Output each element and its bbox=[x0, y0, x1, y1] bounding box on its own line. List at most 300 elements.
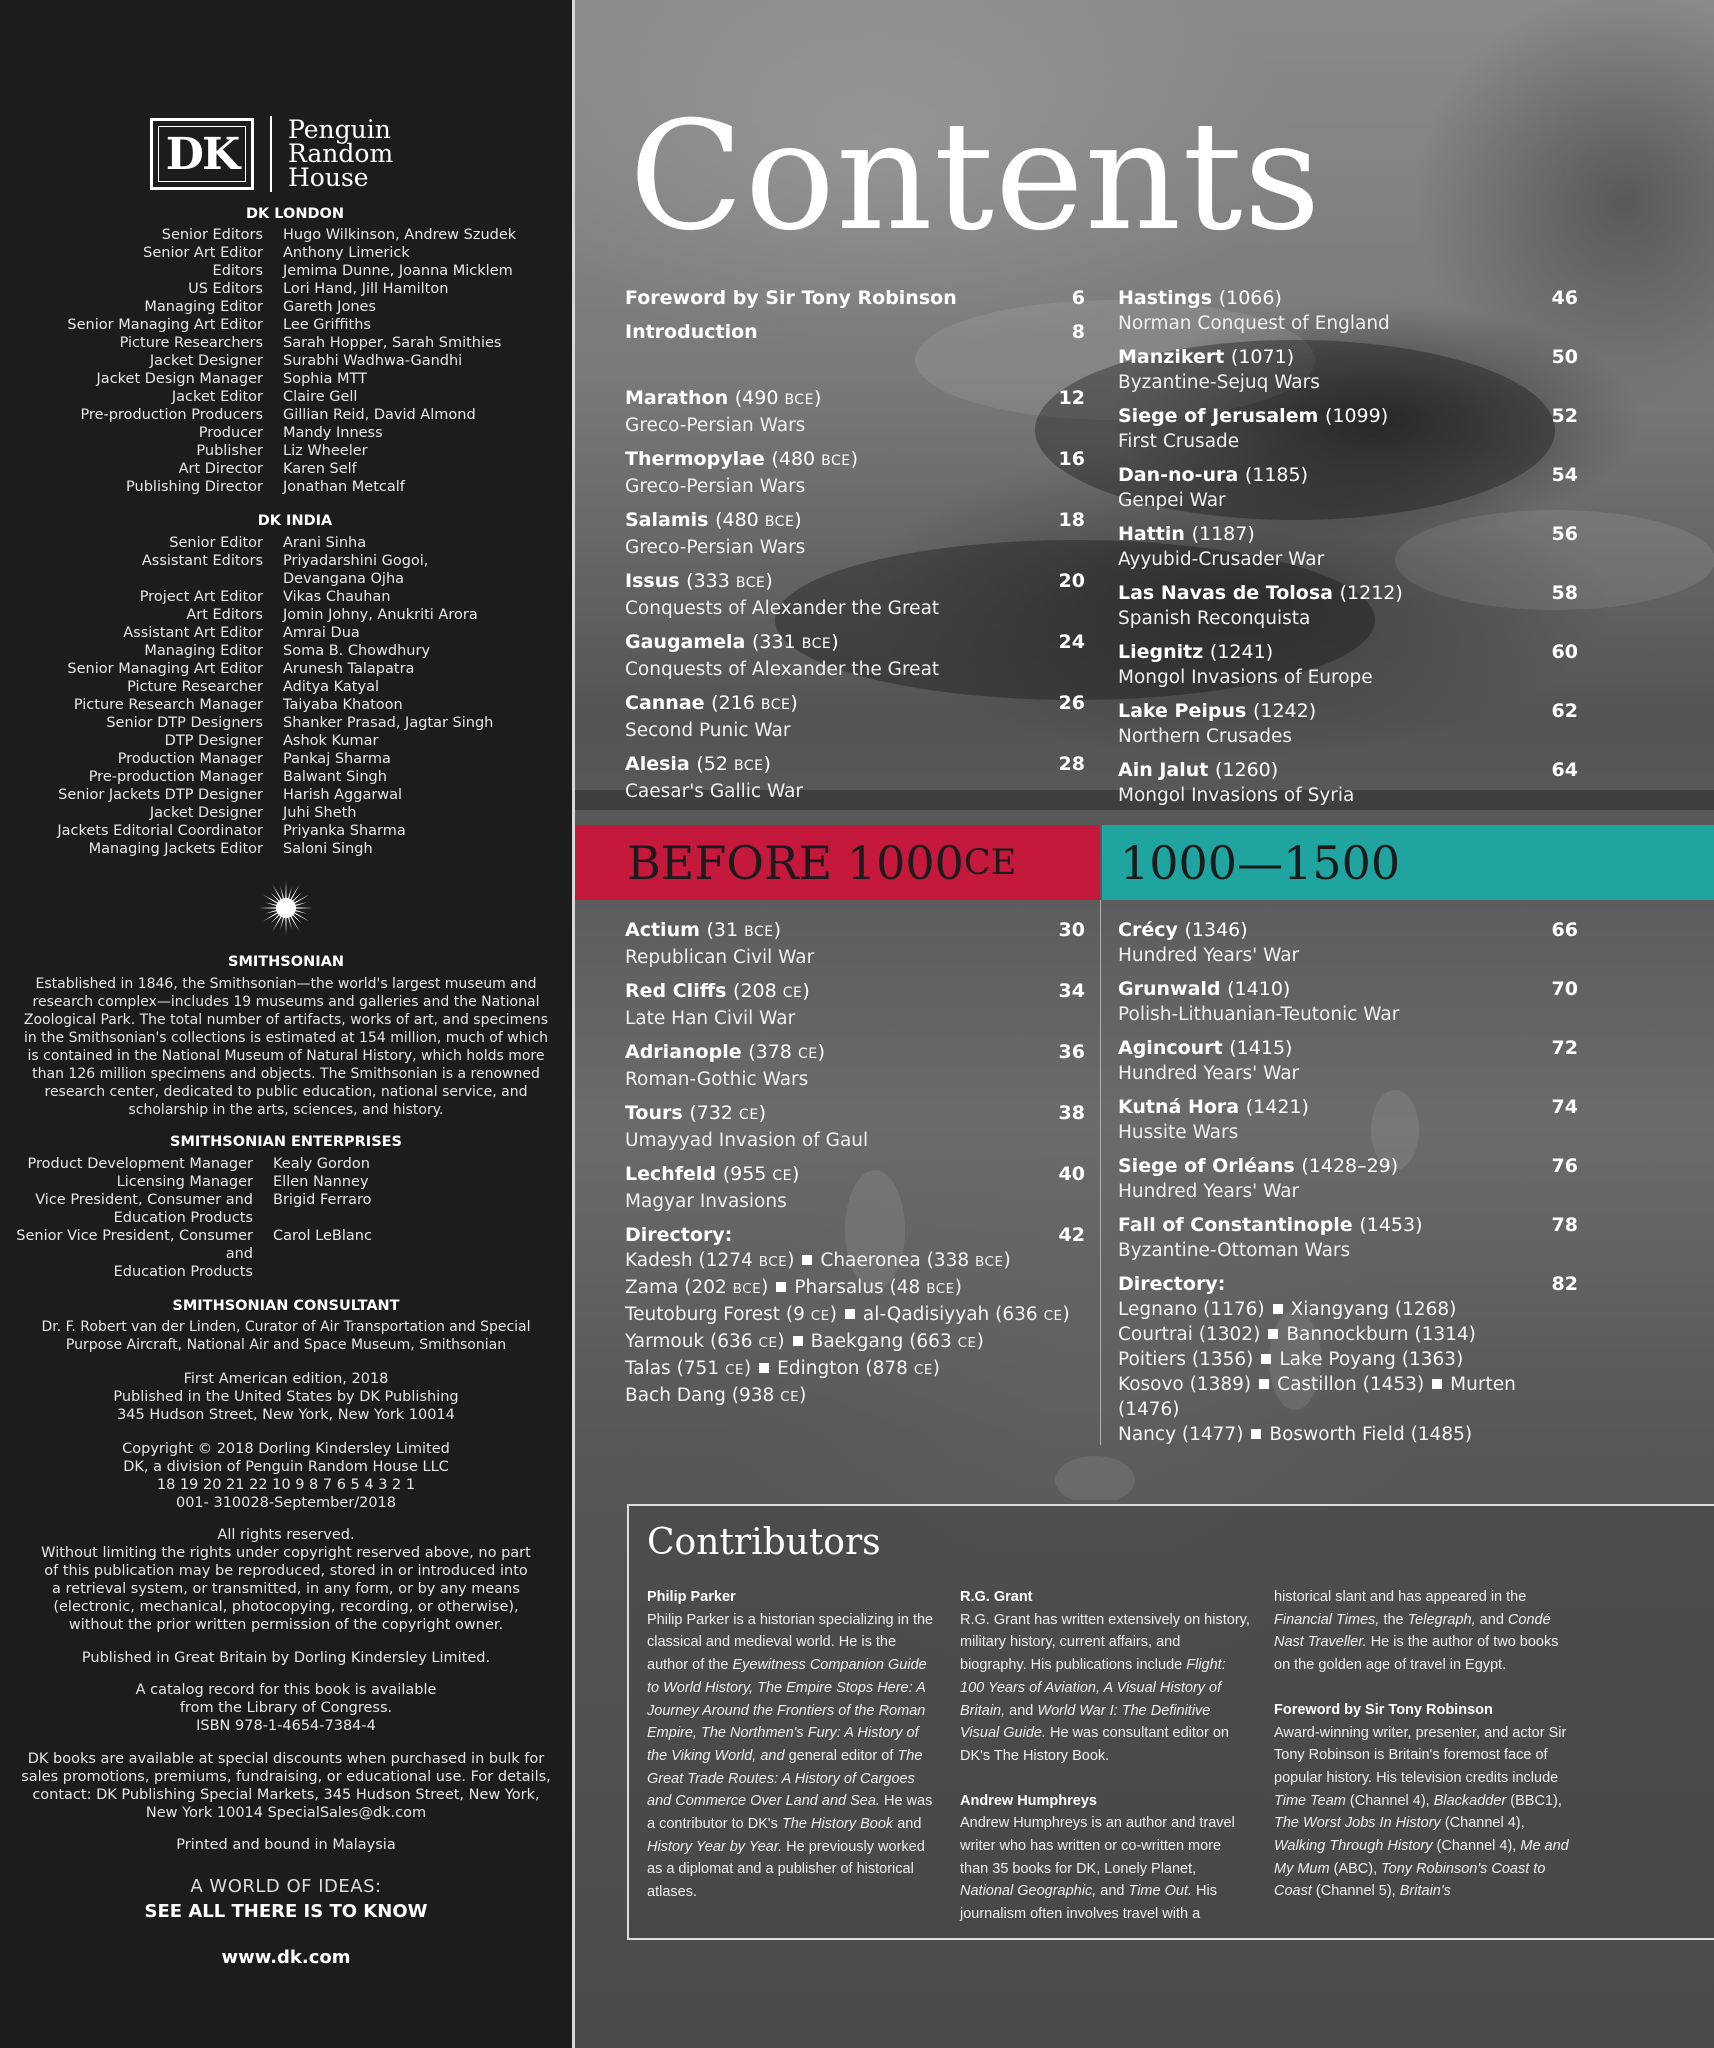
battle-name: Cannae bbox=[625, 692, 705, 714]
battle-name: Liegnitz bbox=[1118, 641, 1204, 663]
era-label: CE bbox=[724, 1362, 744, 1378]
era-label: CE bbox=[782, 985, 803, 1001]
bullet-square-icon bbox=[1273, 1304, 1283, 1314]
era-label: BCE bbox=[732, 1281, 762, 1297]
directory-line bbox=[1118, 1322, 1578, 1347]
toc-entry[interactable] bbox=[625, 569, 1085, 621]
bullet-square-icon bbox=[1251, 1429, 1261, 1439]
toc-entry-subtitle: Polish-Lithuanian-Teutonic War bbox=[1118, 1004, 1400, 1025]
bulk-sales-note: DK books are available at special discounts when purchased in bulk for sales promotions, premiums, fundraising, or educational use. For details, contact: DK Publishing Special Markets, 345 Hudson Street, New York, New York 10014 SpecialSales@dk.com bbox=[21, 1751, 551, 1821]
battle-year-close: ) bbox=[790, 692, 798, 714]
credit-row bbox=[0, 660, 493, 678]
toc-page-number: 64 bbox=[1551, 759, 1578, 781]
credit-role: Senior Managing Art Editor bbox=[67, 661, 263, 677]
credit-row bbox=[0, 334, 516, 352]
toc-entry[interactable] bbox=[625, 286, 1085, 311]
spacer bbox=[960, 1768, 1250, 1790]
battle-name: Issus bbox=[625, 570, 680, 592]
toc-page-number: 72 bbox=[1551, 1037, 1578, 1059]
credit-role: Senior Editors bbox=[161, 227, 263, 243]
credit-role: Education Products bbox=[113, 1264, 253, 1280]
toc-entry-title bbox=[625, 1162, 1085, 1189]
credit-name: Gillian Reid, David Almond bbox=[283, 407, 476, 423]
credit-row bbox=[0, 424, 516, 442]
dk-london-heading: DK LONDON bbox=[245, 206, 344, 222]
credit-name: Saloni Singh bbox=[283, 841, 373, 857]
toc-entry-subtitle: Magyar Invasions bbox=[625, 1191, 787, 1212]
credit-name: Karen Self bbox=[283, 461, 357, 477]
battle-year-close: ) bbox=[758, 1102, 767, 1124]
credit-role: Picture Researcher bbox=[127, 679, 263, 695]
battle-name: Hastings bbox=[1118, 287, 1213, 309]
medieval-bottom-list bbox=[1118, 918, 1578, 1447]
directory-title: Directory: bbox=[1118, 1273, 1226, 1295]
era-label: BCE bbox=[821, 453, 851, 469]
contributors-heading: Contributors bbox=[647, 1522, 881, 1563]
bullet-square-icon bbox=[1259, 1379, 1269, 1389]
directory-close: ) bbox=[787, 1250, 795, 1271]
battle-name: Manzikert bbox=[1118, 346, 1225, 368]
credit-role: Art Editors bbox=[186, 607, 263, 623]
bullet-square-icon bbox=[776, 1282, 786, 1292]
great-britain-note: Published in Great Britain by Dorling Kindersley Limited. bbox=[81, 1650, 491, 1666]
toc-page-number: 54 bbox=[1551, 464, 1578, 486]
credit-name: Lee Griffiths bbox=[283, 317, 371, 333]
toc-entry[interactable] bbox=[1118, 977, 1578, 1027]
directory-battle: Kadesh (1274 bbox=[625, 1250, 759, 1271]
battle-year-close: ) bbox=[817, 1041, 825, 1063]
credit-role: Vice President, Consumer and bbox=[35, 1192, 253, 1208]
smithsonian-consultant-heading: SMITHSONIAN CONSULTANT bbox=[172, 1298, 400, 1314]
toc-entry[interactable] bbox=[625, 752, 1085, 804]
credit-name: Jonathan Metcalf bbox=[283, 479, 405, 495]
website-link[interactable]: www.dk.com bbox=[221, 1947, 351, 1968]
directory-battle: Edington (878 bbox=[777, 1358, 914, 1379]
directory-close: ) bbox=[761, 1277, 769, 1298]
contributor-bio: historical slant and has appeared in the Financial Times, the Telegraph, and Condé Nast Traveller. He is the author of two books on the golden age of travel in Egypt. bbox=[1274, 1589, 1559, 1674]
smithsonian-enterprises-heading: SMITHSONIAN ENTERPRISES bbox=[170, 1134, 402, 1150]
battle-year-close: ) bbox=[765, 570, 773, 592]
battle-year: (216 bbox=[711, 692, 761, 714]
toc-entry[interactable] bbox=[625, 918, 1085, 970]
battle-name: Ain Jalut bbox=[1118, 759, 1209, 781]
credit-row bbox=[0, 352, 516, 370]
credit-row bbox=[0, 624, 493, 642]
toc-page-number: 30 bbox=[1058, 919, 1085, 941]
credit-name: Claire Gell bbox=[283, 389, 358, 405]
credit-row bbox=[0, 388, 516, 406]
credit-row bbox=[0, 786, 493, 804]
toc-entry-title bbox=[1118, 977, 1578, 1002]
smithsonian-consultant-text: Dr. F. Robert van der Linden, Curator of Air Transportation and Special Purpose Aircraft, National Air and Space Museum, Smithsonian bbox=[41, 1319, 531, 1353]
credit-name: Arani Sinha bbox=[283, 535, 367, 551]
credit-role: Jacket Designer bbox=[149, 353, 263, 369]
directory-battle: Yarmouk (636 bbox=[625, 1331, 759, 1352]
toc-entry[interactable] bbox=[625, 1101, 1085, 1153]
credit-name: Taiyaba Khatoon bbox=[283, 697, 403, 713]
toc-entry-title bbox=[625, 630, 1085, 657]
battle-year: (1242) bbox=[1252, 700, 1317, 722]
toc-page-number: 24 bbox=[1058, 631, 1085, 653]
credit-role: Education Products bbox=[113, 1210, 253, 1226]
directory-battle: Lake Poyang (1363) bbox=[1279, 1349, 1464, 1370]
credit-role: Pre-production Manager bbox=[88, 769, 263, 785]
era-label: BCE bbox=[744, 924, 774, 940]
battle-name: Alesia bbox=[625, 753, 690, 775]
credit-role: Senior Jackets DTP Designer bbox=[58, 787, 263, 803]
toc-page-number: 8 bbox=[1071, 321, 1085, 343]
directory-battle: Xiangyang (1268) bbox=[1290, 1299, 1457, 1320]
credit-row bbox=[0, 570, 493, 588]
credit-role: Managing Jackets Editor bbox=[88, 841, 263, 857]
battle-name: Siege of Orléans bbox=[1118, 1155, 1295, 1177]
toc-entry[interactable] bbox=[1118, 286, 1578, 336]
edition-info: First American edition, 2018 Published in the United States by DK Publishing 345 Hudson Street, New York, New York 10014 bbox=[113, 1371, 459, 1423]
toc-entry[interactable] bbox=[1118, 1213, 1578, 1263]
battle-name: Tours bbox=[625, 1102, 683, 1124]
battle-name: Red Cliffs bbox=[625, 980, 727, 1002]
battle-name: Lechfeld bbox=[625, 1163, 717, 1185]
credit-name: Liz Wheeler bbox=[283, 443, 368, 459]
toc-page-number: 40 bbox=[1058, 1163, 1085, 1185]
toc-page-number: 18 bbox=[1058, 509, 1085, 531]
credit-role: Senior Editor bbox=[169, 535, 263, 551]
credit-row bbox=[0, 244, 516, 262]
directory-battle: Legnano (1176) bbox=[1118, 1299, 1265, 1320]
toc-page-number: 70 bbox=[1551, 978, 1578, 1000]
toc-entry[interactable] bbox=[625, 691, 1085, 743]
battle-name: Grunwald bbox=[1118, 978, 1221, 1000]
credit-name: Vikas Chauhan bbox=[283, 589, 391, 605]
era-label: BCE bbox=[784, 392, 814, 408]
credit-name: Pankaj Sharma bbox=[283, 751, 391, 767]
toc-entry-subtitle: Byzantine-Sejuq Wars bbox=[1118, 372, 1320, 393]
imprint-panel bbox=[0, 0, 572, 2048]
bullet-square-icon bbox=[802, 1255, 812, 1265]
credit-name: Sarah Hopper, Sarah Smithies bbox=[283, 335, 502, 351]
contributor-name: R.G. Grant bbox=[960, 1589, 1033, 1605]
credit-name: Anthony Limerick bbox=[283, 245, 410, 261]
contributors-box bbox=[627, 1504, 1714, 1940]
toc-entry[interactable] bbox=[1118, 404, 1578, 454]
toc-entry[interactable] bbox=[1118, 918, 1578, 968]
credit-row bbox=[0, 714, 493, 732]
contributor-name: Foreword by Sir Tony Robinson bbox=[1274, 1701, 1493, 1718]
battle-year-close: ) bbox=[813, 387, 822, 409]
credit-role: Managing Editor bbox=[144, 643, 263, 659]
credit-role: Product Development Manager bbox=[27, 1156, 253, 1172]
toc-entry-subtitle: Conquests of Alexander the Great bbox=[625, 659, 940, 680]
toc-entry-title bbox=[625, 386, 1085, 413]
battle-year: (208 bbox=[733, 980, 783, 1002]
directory-close: ) bbox=[799, 1385, 807, 1406]
credit-row bbox=[0, 1263, 372, 1281]
battle-year: (490 bbox=[734, 387, 785, 409]
toc-entry-subtitle: Spanish Reconquista bbox=[1118, 608, 1311, 629]
credit-role: Senior Art Editor bbox=[143, 245, 263, 261]
toc-entry-title bbox=[1118, 463, 1578, 488]
toc-entry[interactable] bbox=[625, 1162, 1085, 1214]
directory-entry[interactable] bbox=[1118, 1272, 1578, 1447]
toc-entry[interactable] bbox=[1118, 1095, 1578, 1145]
era-label: BCE bbox=[975, 1254, 1004, 1270]
battle-year-close: ) bbox=[794, 509, 802, 531]
credit-role: Publisher bbox=[196, 443, 263, 459]
battle-year: (1346) bbox=[1184, 919, 1248, 941]
battle-name: Dan-no-ura bbox=[1118, 464, 1239, 486]
credit-row bbox=[0, 1191, 372, 1209]
toc-entry[interactable] bbox=[625, 386, 1085, 438]
toc-entry[interactable] bbox=[625, 320, 1085, 345]
toc-entry-subtitle: First Crusade bbox=[1118, 431, 1240, 452]
credit-row bbox=[0, 226, 516, 244]
directory-battle: Nancy (1477) bbox=[1118, 1424, 1244, 1445]
slogan-line-2: SEE ALL THERE IS TO KNOW bbox=[144, 1901, 428, 1922]
medieval-top-list bbox=[1118, 286, 1578, 817]
credit-name: Ashok Kumar bbox=[283, 733, 379, 749]
directory-battle: Baekgang (663 bbox=[810, 1331, 958, 1352]
credit-row bbox=[0, 642, 493, 660]
battle-name: Thermopylae bbox=[625, 448, 765, 470]
smithsonian-heading: SMITHSONIAN bbox=[228, 954, 344, 970]
credit-role: Picture Researchers bbox=[119, 335, 263, 351]
toc-page-number: 62 bbox=[1551, 700, 1578, 722]
contributor-name: Andrew Humphreys bbox=[960, 1792, 1097, 1809]
directory-battle: Poitiers (1356) bbox=[1118, 1349, 1254, 1370]
smithsonian-sunburst-icon bbox=[258, 880, 314, 936]
credit-role: Producer bbox=[198, 425, 263, 441]
directory-battle: Bosworth Field (1485) bbox=[1269, 1424, 1473, 1445]
toc-page-number: 60 bbox=[1551, 641, 1578, 663]
battle-year: (1410) bbox=[1227, 978, 1291, 1000]
directory-battle: Teutoburg Forest (9 bbox=[625, 1304, 811, 1325]
toc-entry-title bbox=[1118, 522, 1578, 547]
toc-page-number: 6 bbox=[1071, 287, 1085, 309]
toc-entry[interactable] bbox=[625, 447, 1085, 499]
bullet-square-icon bbox=[1261, 1354, 1271, 1364]
toc-entry-subtitle: Umayyad Invasion of Gaul bbox=[625, 1130, 869, 1151]
directory-close: ) bbox=[976, 1331, 984, 1352]
era-label: BCE bbox=[734, 758, 764, 774]
battle-name: Hattin bbox=[1118, 523, 1185, 545]
directory-close: ) bbox=[777, 1331, 785, 1352]
directory-line bbox=[625, 1275, 1085, 1302]
toc-entry[interactable] bbox=[1118, 581, 1578, 631]
credit-role: Project Art Editor bbox=[139, 589, 263, 605]
directory-entry[interactable] bbox=[625, 1223, 1085, 1410]
contents-panel bbox=[575, 0, 1714, 2048]
toc-entry-title bbox=[1118, 918, 1578, 943]
battle-year: (1428–29) bbox=[1301, 1155, 1399, 1177]
toc-entry[interactable] bbox=[625, 979, 1085, 1031]
directory-battle: Zama (202 bbox=[625, 1277, 733, 1298]
toc-entry-title bbox=[625, 1101, 1085, 1128]
toc-entry[interactable] bbox=[1118, 463, 1578, 513]
contributor-bio: Award-winning writer, presenter, and actor Sir Tony Robinson is Britain's foremost face of popular history. His television credits include Time Team (Channel 4), Blackadder (BBC1), The Worst Jobs In History (Channel 4), Walking Through History (Channel 4), Me and My Mum (ABC), Tony Robinson's Coast to Coast (Channel 5), Britain's bbox=[1274, 1724, 1569, 1900]
battle-name: Lake Peipus bbox=[1118, 700, 1247, 722]
directory-battle: Courtrai (1302) bbox=[1118, 1324, 1261, 1345]
battle-year: (378 bbox=[748, 1041, 798, 1063]
toc-entry-subtitle: Conquests of Alexander the Great bbox=[625, 598, 940, 619]
toc-entry-title bbox=[625, 447, 1085, 474]
directory-line bbox=[625, 1302, 1085, 1329]
toc-entry-subtitle: Greco-Persian Wars bbox=[625, 537, 806, 558]
toc-page-number: 78 bbox=[1551, 1214, 1578, 1236]
toc-entry[interactable] bbox=[1118, 699, 1578, 749]
credit-role bbox=[0, 570, 283, 588]
directory-battle: Castillon (1453) bbox=[1277, 1374, 1425, 1395]
era-label: CE bbox=[772, 1168, 793, 1184]
credit-row bbox=[0, 678, 493, 696]
era-label: BCE bbox=[926, 1281, 955, 1297]
toc-entry-title bbox=[1118, 1154, 1578, 1179]
contributor-bio: R.G. Grant has written extensively on history, military history, current affairs, and biography. His publications include Flight: 100 Years of Aviation, A Visual History of Britain, and World War I: The Definitive Visual Guide. He was consultant editor on DK's The History Book. bbox=[960, 1611, 1250, 1764]
credit-row bbox=[0, 732, 493, 750]
toc-entry[interactable] bbox=[1118, 522, 1578, 572]
battle-year: (1421) bbox=[1245, 1096, 1309, 1118]
era-label: BCE bbox=[735, 575, 766, 591]
bullet-square-icon bbox=[845, 1309, 855, 1319]
toc-page-number: 74 bbox=[1551, 1096, 1578, 1118]
toc-entry-subtitle: Mongol Invasions of Syria bbox=[1118, 785, 1355, 806]
toc-entry[interactable] bbox=[625, 1040, 1085, 1092]
toc-entry-subtitle: Late Han Civil War bbox=[625, 1008, 796, 1029]
credit-name: Priyadarshini Gogoi, bbox=[283, 553, 429, 569]
toc-page-number: 28 bbox=[1058, 753, 1085, 775]
spacer bbox=[1274, 1677, 1569, 1699]
credit-row bbox=[0, 280, 516, 298]
directory-line bbox=[625, 1383, 1085, 1410]
dk-india-credits bbox=[0, 534, 493, 858]
directory-battle: Bach Dang (938 bbox=[625, 1385, 781, 1406]
credit-name: Aditya Katyal bbox=[283, 679, 379, 695]
toc-entry[interactable] bbox=[1118, 1036, 1578, 1086]
credit-role: Production Manager bbox=[117, 751, 263, 767]
credit-role: DTP Designer bbox=[164, 733, 263, 749]
toc-entry-title bbox=[1118, 699, 1578, 724]
battle-year-close: ) bbox=[773, 919, 782, 941]
toc-entry-title bbox=[625, 752, 1085, 779]
battle-year: (480 bbox=[715, 509, 765, 531]
battle-year: (1185) bbox=[1244, 464, 1309, 486]
toc-entry[interactable] bbox=[1118, 640, 1578, 690]
toc-entry-title bbox=[1118, 640, 1578, 665]
toc-entry-title bbox=[1118, 758, 1578, 783]
battle-name: Gaugamela bbox=[625, 631, 746, 653]
credit-role: Pre-production Producers bbox=[80, 407, 263, 423]
credit-role: Jacket Design Manager bbox=[96, 371, 263, 387]
directory-line bbox=[1118, 1297, 1578, 1322]
toc-entry[interactable] bbox=[1118, 1154, 1578, 1204]
directory-line bbox=[625, 1248, 1085, 1275]
directory-close: ) bbox=[1003, 1250, 1011, 1271]
credit-role: Senior DTP Designers bbox=[106, 715, 263, 731]
credit-row bbox=[0, 696, 493, 714]
toc-entry-title bbox=[1118, 404, 1578, 429]
credit-name: Juhi Sheth bbox=[283, 805, 357, 821]
battle-name: Agincourt bbox=[1118, 1037, 1223, 1059]
toc-entry[interactable] bbox=[1118, 758, 1578, 808]
before-1000-bottom-list bbox=[625, 918, 1085, 1410]
credit-role: Assistant Art Editor bbox=[123, 625, 263, 641]
era-label: CE bbox=[810, 1308, 830, 1324]
toc-entry-subtitle: Caesar's Gallic War bbox=[625, 781, 804, 802]
toc-entry[interactable] bbox=[1118, 345, 1578, 395]
toc-page-number: 26 bbox=[1058, 692, 1085, 714]
battle-name: Siege of Jerusalem bbox=[1118, 405, 1319, 427]
battle-name: Marathon bbox=[625, 387, 729, 409]
toc-page-number: 56 bbox=[1551, 523, 1578, 545]
toc-entry-title bbox=[1118, 581, 1578, 606]
era-label: CE bbox=[739, 1107, 759, 1123]
battle-name: Crécy bbox=[1118, 919, 1178, 941]
directory-line bbox=[1118, 1347, 1578, 1372]
credit-role: Editors bbox=[212, 263, 263, 279]
credit-name: Kealy Gordon bbox=[273, 1156, 370, 1172]
toc-page-number: 58 bbox=[1551, 582, 1578, 604]
contributors-column-1 bbox=[647, 1586, 937, 1904]
credit-row bbox=[0, 1155, 372, 1173]
credit-row bbox=[0, 406, 516, 424]
toc-entry-subtitle: Roman-Gothic Wars bbox=[625, 1069, 809, 1090]
credit-role: Senior Managing Art Editor bbox=[67, 317, 263, 333]
credit-name: Priyanka Sharma bbox=[283, 823, 406, 839]
credit-role: Senior Vice President, Consumer and bbox=[16, 1228, 253, 1262]
directory-close: ) bbox=[932, 1358, 940, 1379]
directory-line bbox=[1118, 1372, 1578, 1422]
printed-in: Printed and bound in Malaysia bbox=[176, 1837, 396, 1853]
rights-notice: All rights reserved. Without limiting the rights under copyright reserved above, no part of this publication may be reproduced, stored in or introduced into a retrieval system, or transmitted, in any form, or by any means (electronic, mechanical, photocopying, recording, or otherwise), without the prior written permission of the copyright owner. bbox=[41, 1527, 531, 1633]
toc-entry[interactable] bbox=[625, 508, 1085, 560]
battle-name: Fall of Constantinople bbox=[1118, 1214, 1353, 1236]
battle-year: (1241) bbox=[1209, 641, 1274, 663]
battle-year-close: ) bbox=[850, 448, 859, 470]
credit-row bbox=[0, 768, 493, 786]
credit-role: US Editors bbox=[188, 281, 263, 297]
toc-entry-subtitle: Byzantine-Ottoman Wars bbox=[1118, 1240, 1351, 1261]
directory-close: ) bbox=[743, 1358, 752, 1379]
credit-row bbox=[0, 478, 516, 496]
toc-entry-subtitle: Hundred Years' War bbox=[1118, 1063, 1300, 1084]
credit-row bbox=[0, 370, 516, 388]
credit-name: Harish Aggarwal bbox=[283, 787, 403, 803]
credit-row bbox=[0, 262, 516, 280]
toc-entry-subtitle: Republican Civil War bbox=[625, 947, 815, 968]
dk-logo-icon: DK bbox=[150, 118, 254, 190]
directory-close: ) bbox=[1062, 1304, 1070, 1325]
era-label: CE bbox=[758, 1335, 778, 1351]
credit-row bbox=[0, 1227, 372, 1263]
toc-entry-title: Foreword by Sir Tony Robinson bbox=[625, 287, 957, 309]
smithsonian-enterprises-credits bbox=[0, 1155, 372, 1281]
toc-page-number: 12 bbox=[1058, 387, 1085, 409]
battle-year: (1099) bbox=[1324, 405, 1389, 427]
credit-name: Shanker Prasad, Jagtar Singh bbox=[283, 715, 494, 731]
credit-name: Hugo Wilkinson, Andrew Szudek bbox=[283, 227, 517, 243]
battle-year: (1453) bbox=[1359, 1214, 1423, 1236]
slogan-line-1: A WORLD OF IDEAS: bbox=[190, 1876, 382, 1897]
era-label: CE bbox=[797, 1046, 818, 1062]
credit-name: Amrai Dua bbox=[283, 625, 360, 641]
directory-battle: Pharsalus (48 bbox=[794, 1277, 927, 1298]
battle-year: (955 bbox=[722, 1163, 773, 1185]
credit-name: Carol LeBlanc bbox=[273, 1228, 372, 1244]
credit-name: Devangana Ojha bbox=[283, 571, 405, 587]
credit-name: Arunesh Talapatra bbox=[283, 661, 415, 677]
toc-entry[interactable] bbox=[625, 630, 1085, 682]
credit-name: Brigid Ferraro bbox=[273, 1192, 372, 1208]
credit-row bbox=[0, 750, 493, 768]
